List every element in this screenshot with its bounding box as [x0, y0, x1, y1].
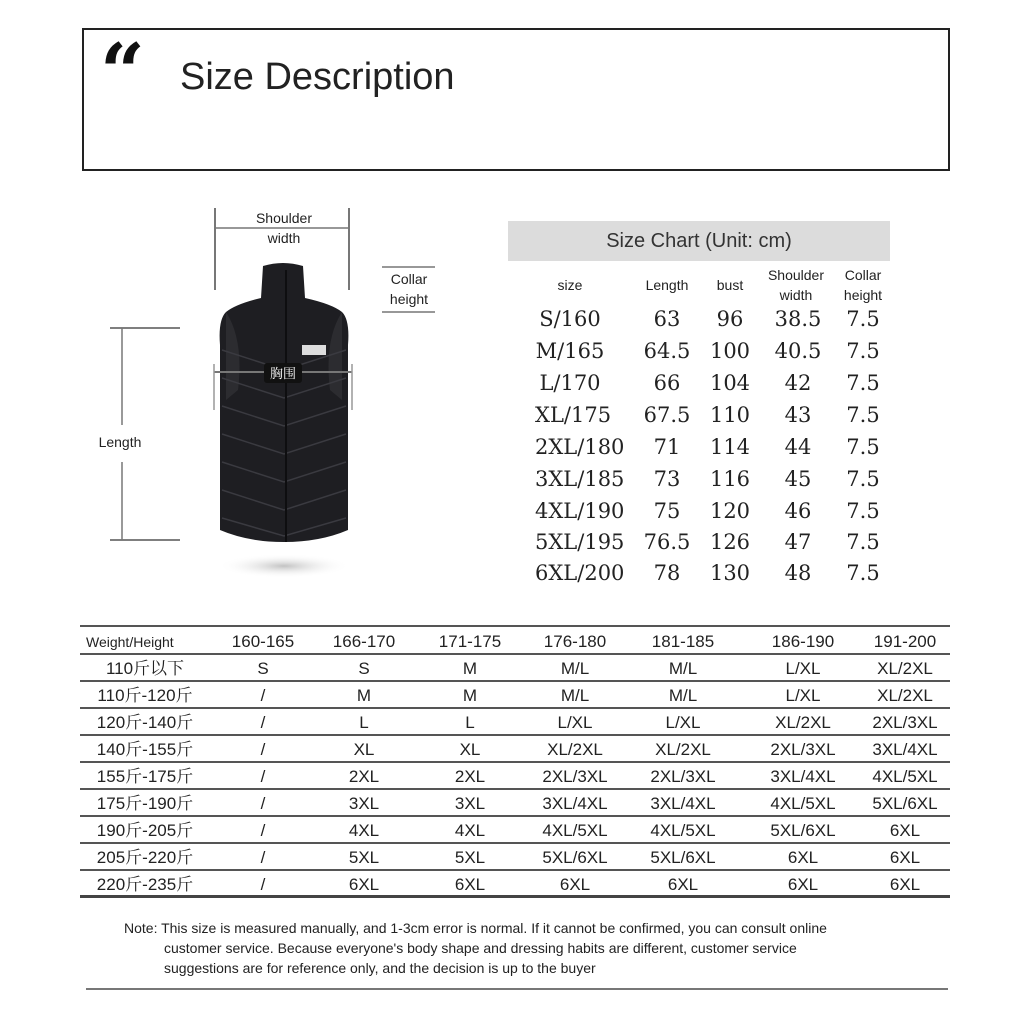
size-chart-cell: 76.5: [643, 530, 691, 554]
table-cell: 3XL/4XL: [650, 794, 716, 813]
size-chart-title: Size Chart (Unit: cm): [508, 221, 890, 261]
table-cell: L: [359, 713, 369, 732]
table-cell: 4XL/5XL: [872, 767, 938, 786]
table-cell: 4XL/5XL: [542, 821, 608, 840]
size-chart-cell: 7.5: [846, 339, 880, 363]
table-header-cell: 191-200: [873, 632, 937, 651]
size-chart-cell: 42: [784, 371, 812, 395]
table-cell: 155斤-175斤: [96, 767, 194, 786]
size-chart-cell: 7.5: [846, 307, 880, 331]
table-cell: 2XL: [348, 767, 380, 786]
table-cell: 3XL: [454, 794, 486, 813]
collar-height-label: Collar height: [389, 271, 429, 307]
table-header-cell: 181-185: [651, 632, 715, 651]
table-cell: 6XL: [667, 875, 699, 894]
size-chart-row: [0, 557, 1024, 589]
table-cell: S: [358, 659, 370, 678]
table-cell: XL/2XL: [877, 686, 933, 705]
table-cell: 5XL: [454, 848, 486, 867]
table-cell: 5XL/6XL: [770, 821, 836, 840]
size-chart-cell: 78: [653, 561, 681, 585]
note-line: Note: This size is measured manually, and 1-3cm error is normal. If it cannot be confirmed, you can consult online: [124, 920, 827, 936]
table-cell: 4XL: [348, 821, 380, 840]
table-cell: M/L: [668, 686, 698, 705]
size-chart-cell: 44: [784, 435, 812, 459]
table-cell: S: [257, 659, 269, 678]
table-cell: 4XL/5XL: [770, 794, 836, 813]
size-chart-cell: 47: [784, 530, 812, 554]
size-chart-cell: 110: [709, 403, 751, 427]
table-cell: /: [260, 767, 266, 786]
table-cell: XL/2XL: [547, 740, 603, 759]
size-chart-cell: 120: [709, 499, 751, 523]
size-chart-cell: 4XL/190: [535, 499, 625, 523]
table-cell: 6XL: [889, 848, 921, 867]
table-cell: 3XL: [348, 794, 380, 813]
table-row: [80, 790, 950, 817]
table-cell: 6XL: [348, 875, 380, 894]
table-cell: 220斤-235斤: [96, 875, 194, 894]
table-cell: M: [356, 686, 372, 705]
table-cell: /: [260, 821, 266, 840]
size-chart-cell: 126: [709, 530, 751, 554]
size-chart-cell: 7.5: [846, 371, 880, 395]
quote-mark-icon: “: [100, 27, 145, 118]
table-row: [80, 763, 950, 790]
table-cell: 3XL/4XL: [542, 794, 608, 813]
table-cell: M: [462, 686, 478, 705]
size-chart-cell: 75: [653, 499, 681, 523]
size-chart-cell: 104: [709, 371, 751, 395]
table-header-cell: 176-180: [543, 632, 607, 651]
table-cell: 110斤-120斤: [97, 686, 193, 705]
weight-height-table: [80, 625, 950, 898]
size-chart-row: [0, 431, 1024, 463]
table-header-cell: 166-170: [332, 632, 396, 651]
size-chart-cell: 114: [709, 435, 751, 459]
table-cell: L: [465, 713, 475, 732]
size-chart-row: [0, 367, 1024, 399]
table-cell: XL/2XL: [655, 740, 711, 759]
size-chart-cell: 116: [709, 467, 751, 491]
table-cell: L/XL: [785, 686, 821, 705]
size-chart-col-size: size: [557, 277, 583, 293]
size-chart-cell: L/170: [539, 371, 601, 395]
table-cell: 6XL: [787, 875, 819, 894]
table-cell: 140斤-155斤: [96, 740, 194, 759]
table-row: [80, 736, 950, 763]
size-chart-cell: 130: [709, 561, 751, 585]
size-chart-cell: 7.5: [846, 561, 880, 585]
table-cell: /: [260, 686, 266, 705]
size-chart-col-collar: Collar height: [843, 267, 883, 303]
table-cell: 5XL/6XL: [650, 848, 716, 867]
size-chart-cell: XL/175: [535, 403, 612, 427]
length-label: Length: [98, 434, 142, 450]
table-cell: 175斤-190斤: [96, 794, 194, 813]
size-chart-cell: 6XL/200: [535, 561, 625, 585]
table-cell: 110斤以下: [105, 659, 185, 678]
size-chart-cell: 66: [653, 371, 681, 395]
table-cell: 6XL: [889, 821, 921, 840]
size-chart-cell: 7.5: [846, 530, 880, 554]
table-cell: 2XL/3XL: [650, 767, 716, 786]
size-chart-cell: 46: [784, 499, 812, 523]
table-cell: 3XL/4XL: [770, 767, 836, 786]
size-chart-col-shoulder: Shoulder width: [767, 267, 825, 303]
size-chart-row: [0, 495, 1024, 527]
table-header-cell: 186-190: [771, 632, 835, 651]
table-cell: 4XL/5XL: [650, 821, 716, 840]
table-cell: M/L: [560, 659, 590, 678]
size-chart-cell: 64.5: [643, 339, 691, 363]
table-cell: /: [260, 875, 266, 894]
size-chart-cell: 7.5: [846, 435, 880, 459]
table-header-cell: Weight/Height: [86, 634, 174, 650]
table-cell: M/L: [560, 686, 590, 705]
table-cell: 6XL: [559, 875, 591, 894]
size-chart-cell: 48: [784, 561, 812, 585]
size-chart-col-length: Length: [645, 277, 689, 293]
table-header-row: [80, 625, 950, 655]
size-chart-cell: 96: [716, 307, 744, 331]
table-cell: XL/2XL: [877, 659, 933, 678]
size-chart-row: [0, 399, 1024, 431]
table-header-cell: 160-165: [231, 632, 295, 651]
size-chart-cell: 67.5: [643, 403, 691, 427]
table-cell: 120斤-140斤: [96, 713, 194, 732]
table-row: [80, 871, 950, 898]
table-cell: XL/2XL: [775, 713, 831, 732]
size-chart-col-bust: bust: [716, 277, 744, 293]
table-cell: /: [260, 848, 266, 867]
table-cell: /: [260, 713, 266, 732]
table-cell: 5XL/6XL: [542, 848, 608, 867]
table-cell: M: [462, 659, 478, 678]
table-cell: 190斤-205斤: [96, 821, 194, 840]
shoulder-width-label: Shoulder width: [255, 210, 313, 246]
note: [124, 918, 914, 978]
size-chart-cell: M/165: [535, 339, 605, 363]
size-chart-cell: S/160: [539, 307, 601, 331]
chest-tag-label: 胸围: [269, 367, 297, 382]
table-cell: 205斤-220斤: [96, 848, 194, 867]
table-cell: 5XL: [348, 848, 380, 867]
size-chart-cell: 43: [784, 403, 812, 427]
size-chart-cell: 2XL/180: [535, 435, 625, 459]
divider: [86, 988, 948, 990]
table-row: [80, 655, 950, 682]
table-cell: /: [260, 740, 266, 759]
size-chart-cell: 5XL/195: [535, 530, 625, 554]
table-cell: M/L: [668, 659, 698, 678]
table-cell: L/XL: [557, 713, 593, 732]
note-line: suggestions are for reference only, and the decision is up to the buyer: [164, 960, 596, 976]
table-cell: 6XL: [454, 875, 486, 894]
size-chart-cell: 7.5: [846, 499, 880, 523]
size-chart-row: [0, 303, 1024, 335]
table-cell: 6XL: [889, 875, 921, 894]
header-box: [82, 28, 950, 171]
table-cell: 3XL/4XL: [872, 740, 938, 759]
page-title: Size Description: [180, 56, 455, 98]
table-cell: 6XL: [787, 848, 819, 867]
note-line: customer service. Because everyone's body shape and dressing habits are different, customer service: [164, 940, 797, 956]
table-cell: L/XL: [785, 659, 821, 678]
table-row: [80, 682, 950, 709]
size-chart-row: [0, 335, 1024, 367]
table-row: [80, 844, 950, 871]
size-chart-cell: 38.5: [774, 307, 822, 331]
size-chart-cell: 45: [784, 467, 812, 491]
table-header-cell: 171-175: [438, 632, 502, 651]
table-row: [80, 817, 950, 844]
size-chart-cell: 73: [653, 467, 681, 491]
size-chart-row: [0, 526, 1024, 558]
size-chart-cell: 63: [653, 307, 681, 331]
table-cell: 2XL: [454, 767, 486, 786]
table-cell: L/XL: [665, 713, 701, 732]
size-chart-cell: 71: [653, 435, 681, 459]
table-cell: 5XL/6XL: [872, 794, 938, 813]
size-chart-cell: 7.5: [846, 403, 880, 427]
size-chart-row: [0, 463, 1024, 495]
table-cell: 4XL: [454, 821, 486, 840]
table-cell: 2XL/3XL: [872, 713, 938, 732]
table-cell: XL: [353, 740, 375, 759]
size-chart-cell: 7.5: [846, 467, 880, 491]
table-cell: XL: [459, 740, 481, 759]
size-chart-cell: 100: [709, 339, 751, 363]
size-chart-cell: 40.5: [774, 339, 822, 363]
table-cell: 2XL/3XL: [542, 767, 608, 786]
table-cell: /: [260, 794, 266, 813]
size-chart-cell: 3XL/185: [535, 467, 625, 491]
table-row: [80, 709, 950, 736]
table-cell: 2XL/3XL: [770, 740, 836, 759]
